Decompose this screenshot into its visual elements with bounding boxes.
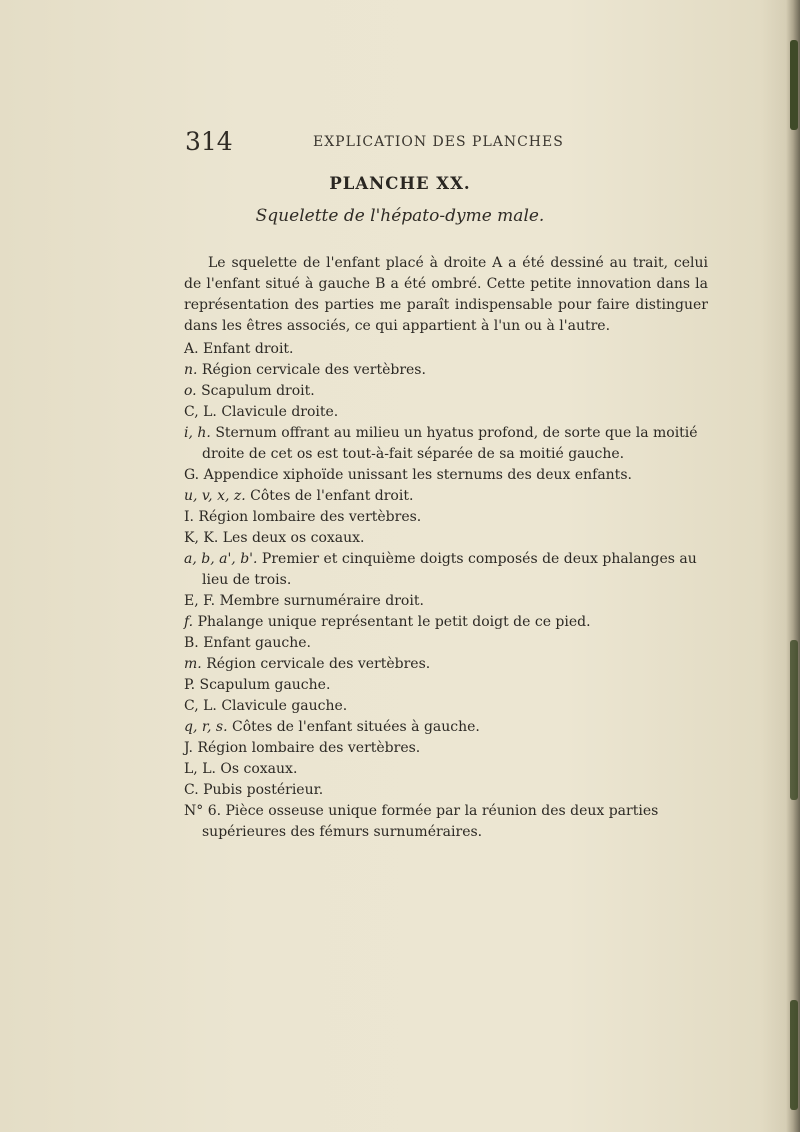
legend-key: K, K. [184,530,219,546]
legend-item [184,717,714,738]
legend-item [184,465,714,486]
legend-text: Région cervicale des vertèbres. [206,656,431,672]
legend-key: L, L. [184,761,216,777]
legend-item [184,528,714,549]
legend-key: C, L. [184,698,217,714]
legend-text: Appendice xiphoïde unissant les sternums des deux enfants. [203,467,632,483]
plate-title: PLANCHE XX. [329,174,471,193]
edge-stain [790,40,798,130]
legend-text: Premier et cinquième doigts composés de deux phalanges au lieu de trois. [202,551,697,588]
legend-item [184,381,714,402]
legend-item [184,633,714,654]
legend-text: Les deux os coxaux. [222,530,365,546]
legend-key: u, v, x, z. [184,488,246,504]
legend-text: Côtes de l'enfant situées à gauche. [232,719,480,735]
legend-item [184,654,714,675]
legend-text: Sternum offrant au milieu un hyatus profond, de sorte que la moitié droite de cet os est tout-à-fait séparée de sa moitié gauche. [202,425,698,462]
running-head: EXPLICATION DES PLANCHES [313,134,564,150]
legend-key: C. [184,782,199,798]
legend-text: Côtes de l'enfant droit. [250,488,414,504]
legend-text: Scapulum gauche. [199,677,331,693]
legend-text: Enfant gauche. [203,635,311,651]
page-edge-shadow [786,0,800,1132]
legend-key: o. [184,383,197,399]
legend-item [184,549,714,591]
legend-text: Pièce osseuse unique formée par la réunion des deux parties supérieures des fémurs surnuméraires. [202,803,659,840]
legend-item [184,780,714,801]
legend-item [184,759,714,780]
legend-text: Région lombaire des vertèbres. [198,509,422,525]
legend-item [184,675,714,696]
legend-key: G. [184,467,200,483]
legend-text: Scapulum droit. [201,383,315,399]
legend-text: Région lombaire des vertèbres. [197,740,421,756]
legend-text: Pubis postérieur. [203,782,324,798]
legend-item [184,801,714,843]
legend-key: P. [184,677,196,693]
legend-key: f. [184,614,194,630]
legend-key: N° 6. [184,803,222,819]
legend-key: n. [184,362,198,378]
intro-paragraph: Le squelette de l'enfant placé à droite A a été dessiné au trait, celui de l'enfant situé à gauche B a été ombré. Cette petite innovation dans la représentation des parties me paraît indispensable pour faire distinguer dans les êtres associés, ce qui appartient à l'un ou à l'autre. [184,255,708,334]
legend-key: a, b, a', b'. [184,551,258,567]
edge-stain [790,640,798,800]
legend-item [184,402,714,423]
legend-item [184,507,714,528]
legend-item [184,360,714,381]
legend-item [184,612,714,633]
plate-subtitle: Squelette de l'hépato-dyme male. [255,206,545,226]
legend-key: J. [184,740,193,756]
legend-key: A. [184,341,199,357]
legend-key: C, L. [184,404,217,420]
legend-key: i, h. [184,425,211,441]
legend-text: Os coxaux. [220,761,298,777]
legend-item [184,339,714,360]
legend-item [184,591,714,612]
legend-item [184,738,714,759]
legend-key: E, F. [184,593,216,609]
legend-key: I. [184,509,194,525]
legend-text: Clavicule gauche. [221,698,348,714]
legend-item [184,486,714,507]
legend-text: Région cervicale des vertèbres. [201,362,426,378]
legend-text: Clavicule droite. [221,404,339,420]
legend-item [184,696,714,717]
legend-key: q, r, s. [184,719,228,735]
edge-stain [790,1000,798,1110]
legend-item [184,423,714,465]
legend-key: B. [184,635,199,651]
page-header [185,127,585,157]
legend-text: Phalange unique représentant le petit doigt de ce pied. [197,614,591,630]
legend-list [184,339,714,843]
legend-key: m. [184,656,202,672]
legend-text: Membre surnuméraire droit. [219,593,424,609]
legend-text: Enfant droit. [203,341,294,357]
page-number: 314 [185,127,233,156]
